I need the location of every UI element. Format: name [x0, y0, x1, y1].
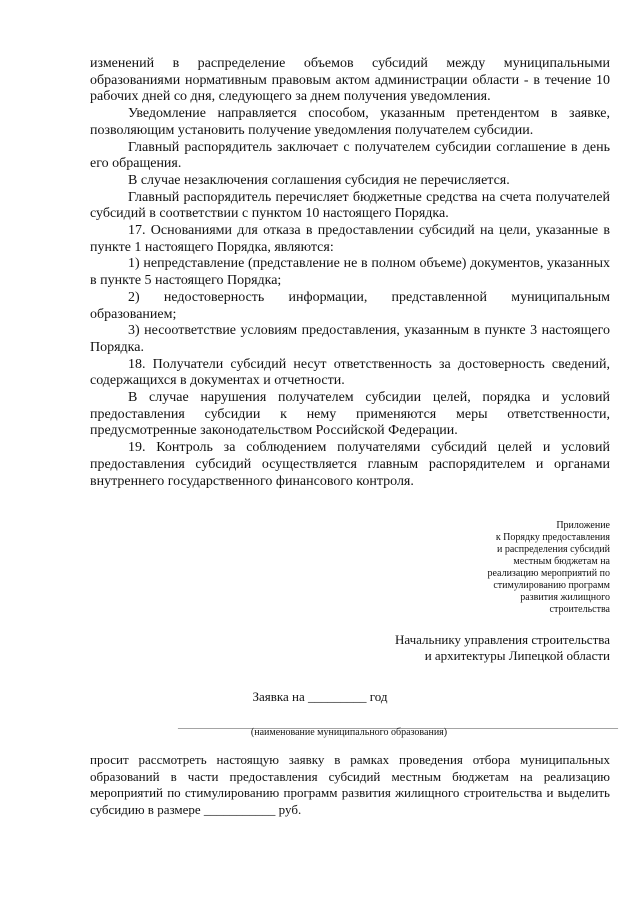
paragraph-11: 19. Контроль за соблюдением получателями субсидий целей и условий предоставления субсидий осуществляется главным распорядителем и органами внутреннего государственного финансового контроля.	[90, 440, 610, 489]
appendix-line: реализацию мероприятий по	[487, 568, 610, 579]
paragraph-7: 2) недостоверность информации, представленной муниципальным образованием;	[90, 289, 610, 322]
appendix-line: стимулированию программ	[493, 580, 610, 591]
main-text	[90, 56, 610, 490]
appendix-line: и распределения субсидий	[497, 544, 610, 555]
application-title: Заявка на _________ год	[252, 689, 388, 704]
paragraph-1: Уведомление направляется способом, указанным претендентом в заявке, позволяющим установить получение уведомления получателем субсидии.	[90, 106, 610, 138]
addressee-line-2: и архитектуры Липецкой области	[424, 648, 610, 663]
addressee-line-1: Начальнику управления строительства	[395, 632, 610, 647]
paragraph-0: изменений в распределение объемов субсидий между муниципальными образованиями нормативным правовым актом администрации области - в течение 10 рабочих дней со дня, следующего за днем получения уведомления.	[90, 56, 610, 105]
municipality-name-line: ________________________________________________________________________________________	[178, 719, 618, 730]
paragraph-2: Главный распорядитель заключает с получателем субсидии соглашение в день его обращения.	[90, 139, 610, 172]
request-paragraph: просит рассмотреть настоящую заявку в рамках проведения отбора муниципальных образований в части предоставления субсидий местным бюджетам на реализацию мероприятий по стимулированию программ развития жилищного строительства и выделить субсидию в размере ___________ руб.	[90, 752, 610, 817]
appendix-note	[460, 520, 610, 616]
request-text-block	[90, 752, 610, 818]
appendix-line: к Порядку предоставления	[495, 532, 610, 543]
paragraph-8: 3) несоответствие условиям предоставления, указанным в пункте 3 настоящего Порядка.	[90, 323, 610, 355]
paragraph-3: В случае незаключения соглашения субсидия не перечисляется.	[128, 172, 510, 188]
appendix-line: Приложение	[556, 520, 610, 531]
municipality-name-caption: (наименование муниципального образования)	[250, 727, 448, 738]
paragraph-10: В случае нарушения получателем субсидии целей, порядка и условий предоставления субсидии к нему применяются меры ответственности, предусмотренные законодательством Российской Федерации.	[90, 390, 610, 439]
paragraph-9: 18. Получатели субсидий несут ответственность за достоверность сведений, содержащихся в документах и отчетности.	[90, 356, 610, 389]
appendix-line: строительства	[549, 604, 610, 615]
paragraph-6: 1) непредставление (представление не в полном объеме) документов, указанных в пункте 5 настоящего Порядка;	[90, 256, 610, 289]
addressee-block	[340, 632, 610, 664]
paragraph-5: 17. Основаниями для отказа в предоставлении субсидий на цели, указанные в пункте 1 настоящего Порядка, являются:	[90, 223, 610, 255]
appendix-line: местным бюджетам на	[513, 556, 610, 567]
paragraph-4: Главный распорядитель перечисляет бюджетные средства на счета получателей субсидий в соответствии с пунктом 10 настоящего Порядка.	[90, 189, 610, 222]
appendix-line: развития жилищного	[520, 592, 610, 603]
